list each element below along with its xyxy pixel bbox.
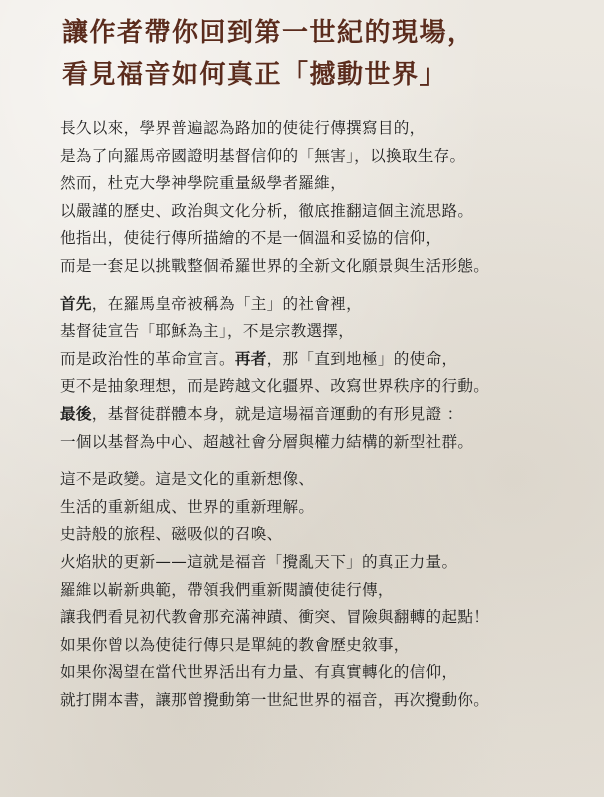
text-line: 然而，杜克大學神學院重量級學者羅維，: [60, 174, 347, 193]
body-text: [60, 115, 600, 714]
text-line: 是為了向羅馬帝國證明基督信仰的「無害」，以換取生存。: [60, 146, 466, 165]
text-line: 火焰狀的更新——這就是福音「攪亂天下」的真正力量。: [60, 552, 458, 571]
text-line: [60, 346, 600, 374]
text-line: 他指出，使徒行傳所描繪的不是一個溫和妥協的信仰，: [60, 229, 442, 248]
text-line: 就打開本書，讓那曾攪動第一世紀世界的福音，再次攪動你。: [60, 690, 490, 709]
text-line: [60, 291, 600, 319]
text-line: 以嚴謹的歷史、政治與文化分析，徹底推翻這個主流思路。: [60, 201, 474, 220]
headline-line-2: 看見福音如何真正「撼動世界」: [62, 60, 448, 90]
paragraph-2: [60, 291, 600, 457]
headline: [62, 12, 475, 96]
text-line: 如果你渴望在當代世界活出有力量、有真實轉化的信仰，: [60, 663, 458, 682]
text-line: 羅維以嶄新典範，帶領我們重新閱讀使徒行傳，: [60, 580, 394, 599]
text-line: 這不是政變。這是文化的重新想像、: [60, 470, 315, 489]
text-line: 讓我們看見初代教會那充滿神蹟、衝突、冒險與翻轉的起點！: [60, 608, 490, 627]
text-span: ，那「直到地極」的使命，: [266, 349, 458, 368]
text-line: 更不是抽象理想，而是跨越文化疆界、改寫世界秩序的行動。: [60, 377, 490, 396]
text-line: 長久以來，學界普遍認為路加的使徒行傳撰寫目的，: [60, 119, 426, 137]
headline-line-1: 讓作者帶你回到第一世紀的現場，: [62, 18, 475, 48]
text-line: 史詩般的旅程、磁吸似的召喚、: [60, 525, 283, 544]
text-line: [60, 401, 600, 429]
text-line: 一個以基督為中心、超越社會分層與權力結構的新型社群。: [60, 432, 474, 451]
emphasis-first: 首先: [60, 294, 92, 313]
text-line: 生活的重新組成、世界的重新理解。: [60, 497, 315, 516]
emphasis-last: 最後: [60, 404, 92, 423]
text-span: 而是政治性的革命宣言。: [60, 349, 235, 368]
paragraph-3: [60, 466, 600, 714]
text-span: ，基督徒群體本身，就是這場福音運動的有形見證 ：: [91, 404, 463, 423]
paragraph-1: [60, 115, 600, 281]
text-line: 如果你曾以為使徒行傳只是單純的教會歷史敘事，: [60, 635, 410, 654]
emphasis-second: 再者: [234, 349, 267, 368]
text-span: ，在羅馬皇帝被稱為「主」的社會裡，: [91, 294, 362, 313]
text-line: 而是一套足以挑戰整個希羅世界的全新文化願景與生活形態。: [60, 256, 490, 275]
text-line: 基督徒宣告「耶穌為主」，不是宗教選擇，: [60, 322, 355, 341]
